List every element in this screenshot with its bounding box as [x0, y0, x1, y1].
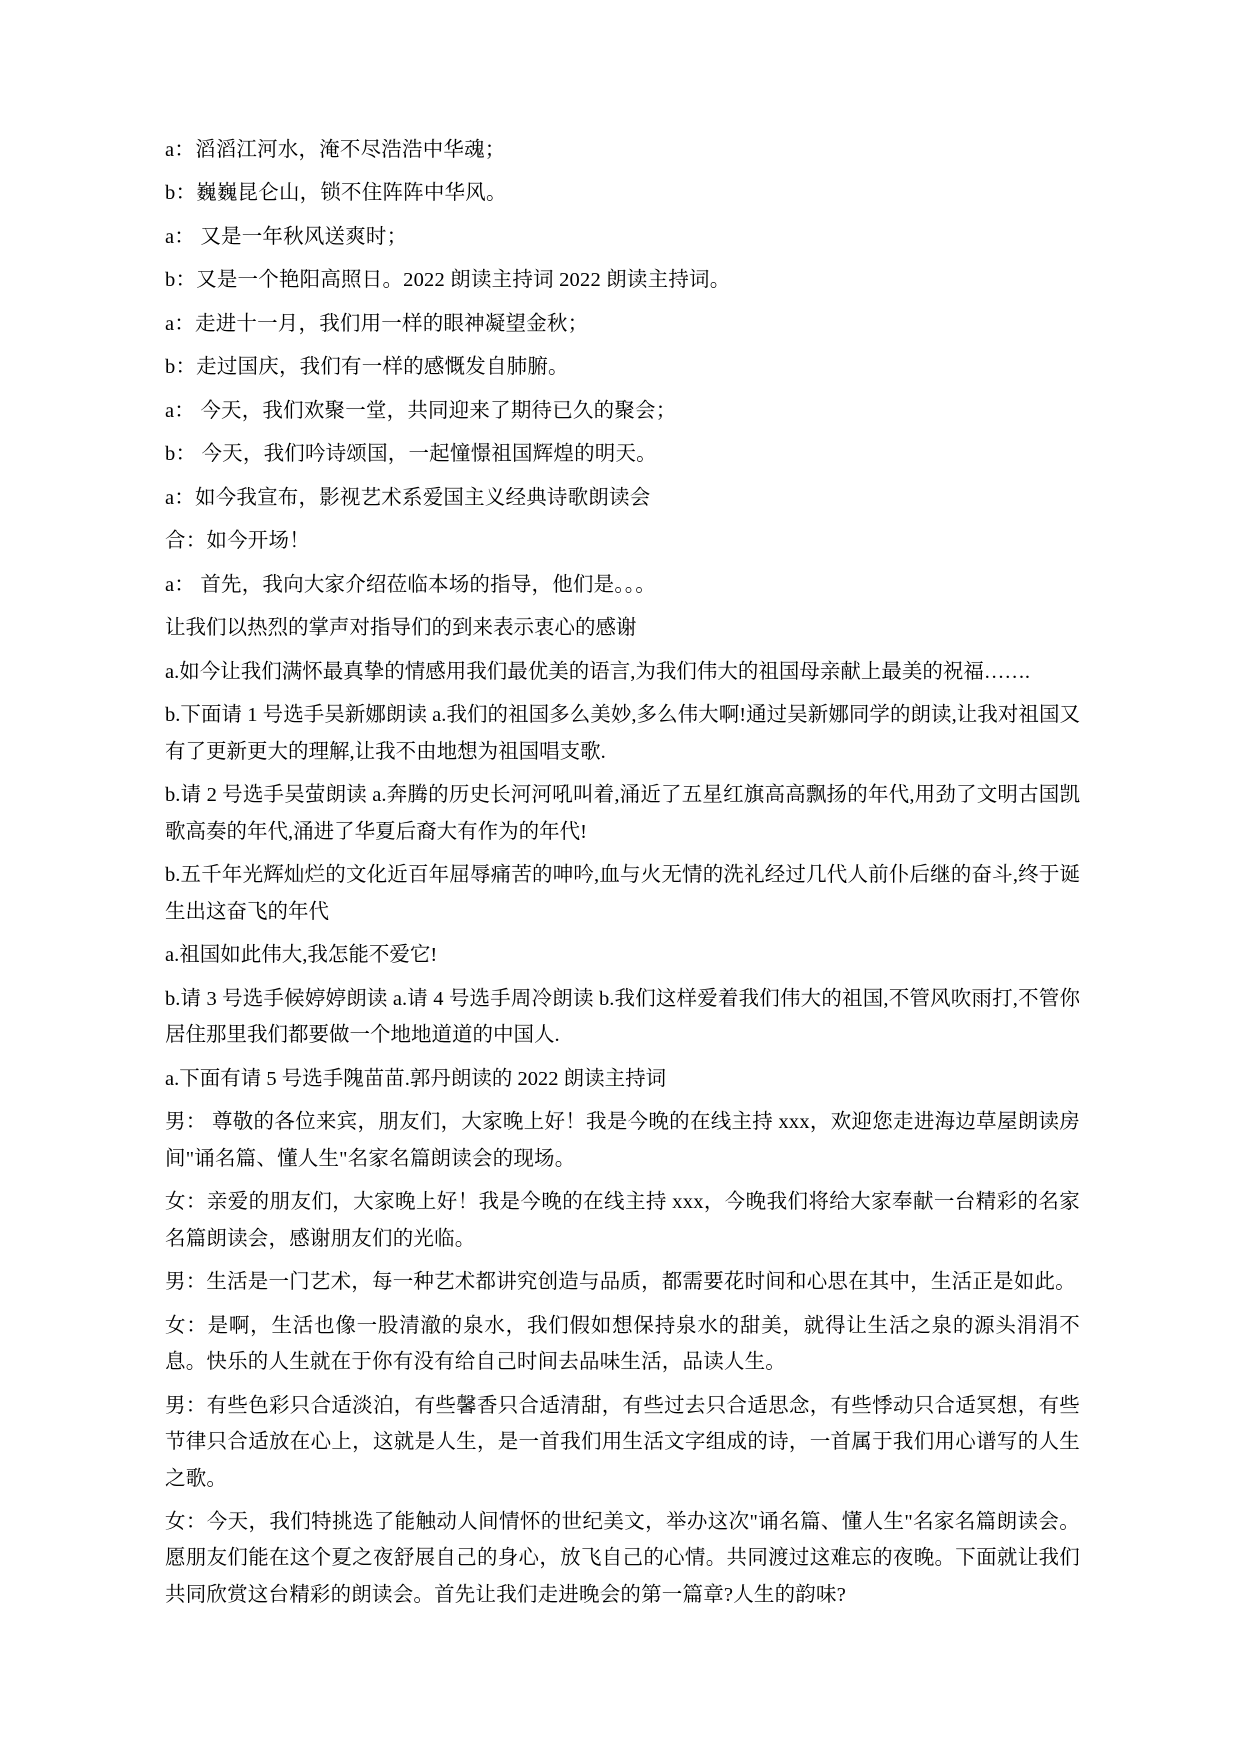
paragraph: b.请 3 号选手候婷婷朗读 a.请 4 号选手周冷朗读 b.我们这样爱着我们伟大的祖国,不管风吹雨打,不管你居住那里我们都要做一个地地道道的中国人.	[165, 987, 1080, 1047]
paragraph: 合：如今开场！	[165, 530, 310, 553]
paragraph: b.请 2 号选手吴萤朗读 a.奔腾的历史长河河吼叫着,涌近了五星红旗高高飘扬的年代,用劲了文明古国凯歌高奏的年代,涌进了华夏后裔大有作为的年代!	[165, 784, 1080, 843]
paragraph: a： 今天，我们欢聚一堂，共同迎来了期待已久的聚会；	[165, 399, 677, 422]
paragraph: 女：是啊，生活也像一股清澈的泉水，我们假如想保持泉水的甜美，就得让生活之泉的源头涓涓不息。快乐的人生就在于你有没有给自己时间去品味生活，品读人生。	[165, 1314, 1080, 1374]
paragraph: a.祖国如此伟大,我怎能不爱它!	[165, 944, 438, 967]
paragraph: b：走过国庆，我们有一样的感慨发自肺腑。	[165, 356, 569, 379]
paragraph: b.五千年光辉灿烂的文化近百年屈辱痛苦的呻吟,血与火无情的洗礼经过几代人前仆后继的奋斗,终于诞生出这奋飞的年代	[165, 864, 1080, 923]
paragraph: b：巍巍昆仑山，锁不住阵阵中华风。	[165, 182, 507, 205]
paragraph: 让我们以热烈的掌声对指导们的到来表示衷心的感谢	[165, 617, 637, 640]
paragraph: a.如今让我们满怀最真挚的情感用我们最优美的语言,为我们伟大的祖国母亲献上最美的祝福…….	[165, 660, 1030, 683]
document-body	[165, 132, 1080, 1613]
paragraph: a.下面有请 5 号选手隗苗苗.郭丹朗读的 2022 朗读主持词	[165, 1067, 667, 1090]
paragraph: b：又是一个艳阳高照日。2022 朗读主持词 2022 朗读主持词。	[165, 269, 731, 292]
paragraph: b.下面请 1 号选手吴新娜朗读 a.我们的祖国多么美妙,多么伟大啊!通过吴新娜同学的朗读,让我对祖国又有了更新更大的理解,让我不由地想为祖国唱支歌.	[165, 704, 1080, 763]
paragraph: 男： 尊敬的各位来宾，朋友们，大家晚上好！我是今晚的在线主持 xxx，欢迎您走进海边草屋朗读房间"诵名篇、懂人生"名家名篇朗读会的现场。	[165, 1111, 1080, 1170]
paragraph: a： 首先，我向大家介绍莅临本场的指导，他们是。。。	[165, 573, 656, 596]
paragraph: a：如今我宣布，影视艺术系爱国主义经典诗歌朗读会	[165, 486, 651, 509]
paragraph: b： 今天，我们吟诗颂国，一起憧憬祖国辉煌的明天。	[165, 443, 657, 466]
paragraph: a：滔滔江河水，淹不尽浩浩中华魂；	[165, 139, 506, 161]
paragraph: 女：今天，我们特挑选了能触动人间情怀的世纪美文，举办这次"诵名篇、懂人生"名家名篇朗读会。愿朋友们能在这个夏之夜舒展自己的身心，放飞自己的心情。共同渡过这难忘的夜晚。下面就让我们共同欣赏这台精彩的朗读会。首先让我们走进晚会的第一篇章?人生的韵味?	[165, 1510, 1080, 1606]
paragraph: 男：有些色彩只合适淡泊，有些馨香只合适清甜，有些过去只合适思念，有些悸动只合适冥想，有些节律只合适放在心上，这就是人生，是一首我们用生活文字组成的诗，一首属于我们用心谱写的人生之歌。	[165, 1394, 1080, 1490]
paragraph: 男：生活是一门艺术，每一种艺术都讲究创造与品质，都需要花时间和心思在其中，生活正是如此。	[165, 1271, 1076, 1294]
paragraph: a：走进十一月，我们用一样的眼神凝望金秋；	[165, 312, 589, 335]
paragraph: a： 又是一年秋风送爽时；	[165, 225, 408, 248]
paragraph: 女：亲爱的朋友们，大家晚上好！我是今晚的在线主持 xxx，今晚我们将给大家奉献一台精彩的名家名篇朗读会，感谢朋友们的光临。	[165, 1191, 1080, 1250]
